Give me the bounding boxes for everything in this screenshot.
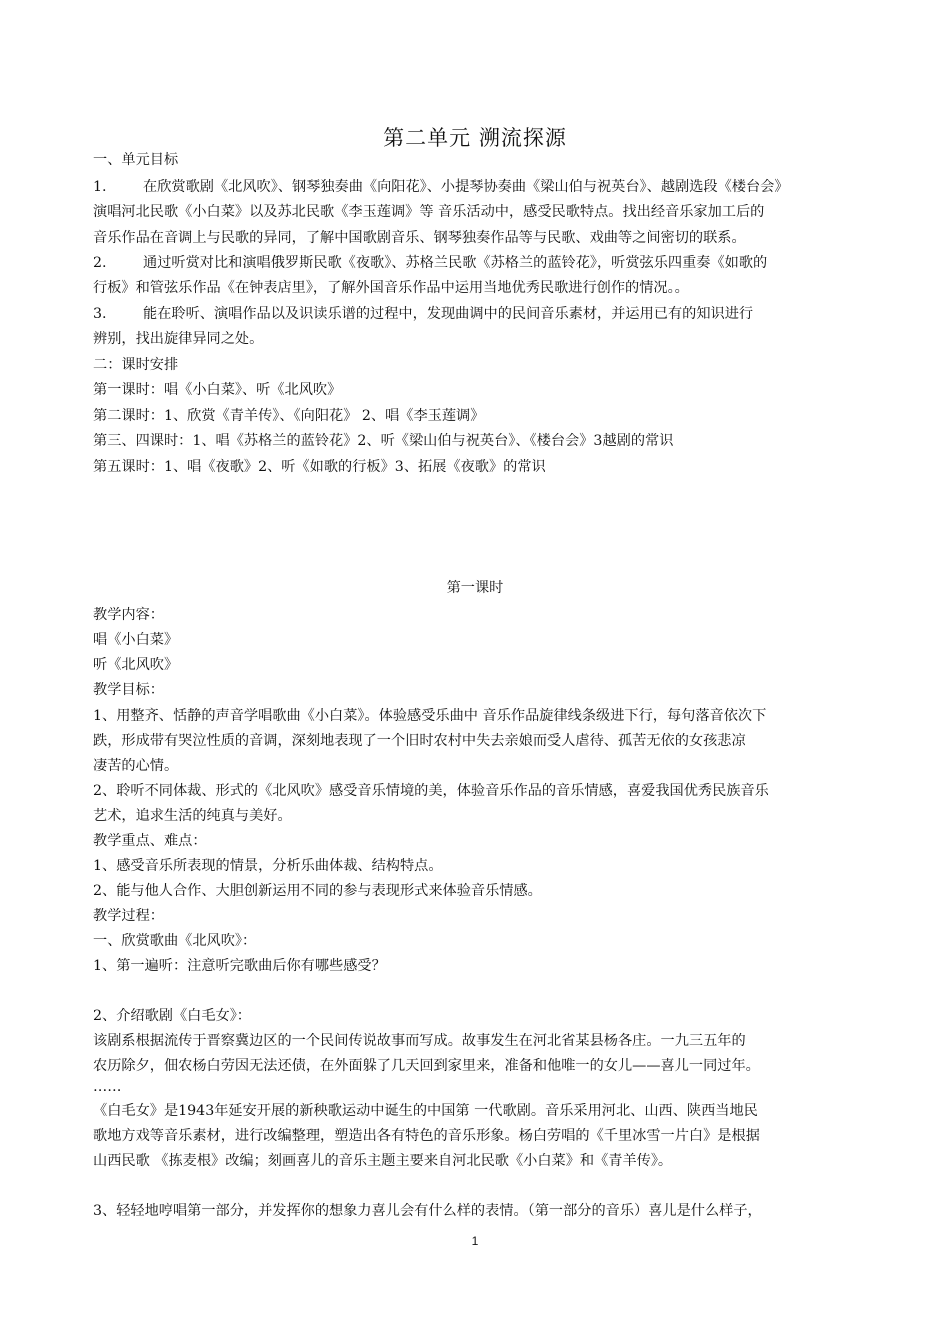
process-step-3: 3、轻轻地哼唱第一部分，并发挥你的想象力喜儿会有什么样的表情。（第一部分的音乐）喜儿是什么样子， <box>93 1203 762 1219</box>
unit-goal-item-1 <box>93 177 863 197</box>
unit-goal-item-2 <box>93 253 863 273</box>
process-heading: 教学过程： <box>93 908 164 924</box>
paragraph-2-line-3: 山西民歌 《拣麦根》改编；刻画喜儿的音乐主题主要来自河北民歌《小白菜》和《青羊传》。 <box>93 1153 673 1169</box>
lesson-one-title: 第一课时 <box>446 580 504 596</box>
schedule-heading: 二：课时安排 <box>93 357 179 373</box>
paragraph-1-line-1: 该剧系根据流传于晋察冀边区的一个民间传说故事而写成。故事发生在河北省某县杨各庄。一九三五年的 <box>93 1033 746 1049</box>
unit-goal-item-3 <box>93 304 863 324</box>
item-text: 能在聆听、演唱作品以及识读乐谱的过程中，发现曲调中的民间音乐素材，并运用已有的知识进行 <box>143 306 754 322</box>
schedule-lesson-2: 第二课时：1、欣赏《青羊传》、《向阳花》 2、唱《李玉莲调》 <box>93 408 485 424</box>
unit-goal-item-1-line-2: 演唱河北民歌《小白菜》以及苏北民歌《李玉莲调》等 音乐活动中，感受民歌特点。找出经音乐家加工后的 <box>93 204 765 220</box>
schedule-lesson-5: 第五课时：1、唱《夜歌》2、听《如歌的行板》3、拓展《夜歌》的常识 <box>93 459 546 475</box>
paragraph-1-line-2: 农历除夕，佃农杨白劳因无法还债，在外面躲了几天回到家里来，准备和他唯一的女儿——喜儿一同过年。 <box>93 1058 760 1074</box>
unit-goals-heading: 一、单元目标 <box>93 152 179 168</box>
goal-2-line-2: 艺术，追求生活的纯真与美好。 <box>93 808 292 824</box>
key-point-2: 2、能与他人合作、大胆创新运用不同的参与表现形式来体验音乐情感。 <box>93 883 542 899</box>
item-text: 在欣赏歌剧《北风吹》、钢琴独奏曲《向阳花》、小提琴协奏曲《梁山伯与祝英台》、越剧选段《楼台会》 <box>143 179 789 195</box>
item-text: 通过听赏对比和演唱俄罗斯民歌《夜歌》、苏格兰民歌《苏格兰的蓝铃花》，听赏弦乐四重奏《如歌的 <box>143 255 768 271</box>
content-item-1: 唱《小白菜》 <box>93 632 179 648</box>
paragraph-2-line-2: 歌地方戏等音乐素材，进行改编整理，塑造出各有特色的音乐形象。杨白劳唱的《千里冰雪一片白》是根据 <box>93 1128 760 1144</box>
paragraph-2-line-1: 《白毛女》是1943年延安开展的新秧歌运动中诞生的中国第 一代歌剧。音乐采用河北、山西、陕西当地民 <box>93 1103 758 1119</box>
page-title: 第二单元 溯流探源 <box>383 126 567 150</box>
unit-goal-item-1-line-3: 音乐作品在音调上与民歌的异同，了解中国歌剧音乐、钢琴独奏作品等与民歌、戏曲等之间密切的联系。 <box>93 230 746 246</box>
goal-1-line-2: 跌，形成带有哭泣性质的音调，深刻地表现了一个旧时农村中失去亲娘而受人虐待、孤苦无依的女孩悲凉 <box>93 733 746 749</box>
process-step-2: 2、介绍歌剧《白毛女》： <box>93 1008 251 1024</box>
content-item-2: 听《北风吹》 <box>93 657 179 673</box>
item-number: 3. <box>93 306 107 322</box>
paragraph-1-ellipsis: …… <box>93 1079 122 1095</box>
page-number: 1 <box>471 1234 479 1248</box>
goal-1-line-3: 凄苦的心情。 <box>93 758 179 774</box>
goals-heading: 教学目标： <box>93 682 164 698</box>
process-step-1: 一、欣赏歌曲《北风吹》： <box>93 933 257 949</box>
key-point-1: 1、感受音乐所表现的情景，分析乐曲体裁、结构特点。 <box>93 858 443 874</box>
item-number: 1. <box>93 179 107 195</box>
schedule-lesson-3-4: 第三、四课时：1、唱《苏格兰的蓝铃花》2、听《梁山伯与祝英台》、《楼台会》3越剧的常识 <box>93 433 674 449</box>
goal-1-line-1: 1、用整齐、恬静的声音学唱歌曲《小白菜》。体验感受乐曲中 音乐作品旋律线条级进下行，每句落音依次下 <box>93 708 767 724</box>
unit-goal-item-3-line-2: 辨别，找出旋律异同之处。 <box>93 331 264 347</box>
key-points-heading: 教学重点、难点： <box>93 833 207 849</box>
goal-2-line-1: 2、聆听不同体裁、形式的《北风吹》感受音乐情境的美，体验音乐作品的音乐情感，喜爱我国优秀民族音乐 <box>93 783 769 799</box>
process-step-1-1: 1、第一遍听：注意听完歌曲后你有哪些感受？ <box>93 958 386 974</box>
unit-goal-item-2-line-2: 行板》和管弦乐作品《在钟表店里》，了解外国音乐作品中运用当地优秀民歌进行创作的情况。。 <box>93 280 689 296</box>
item-number: 2. <box>93 255 107 271</box>
content-heading: 教学内容： <box>93 607 164 623</box>
schedule-lesson-1: 第一课时：唱《小白菜》、听《北风吹》 <box>93 382 342 398</box>
